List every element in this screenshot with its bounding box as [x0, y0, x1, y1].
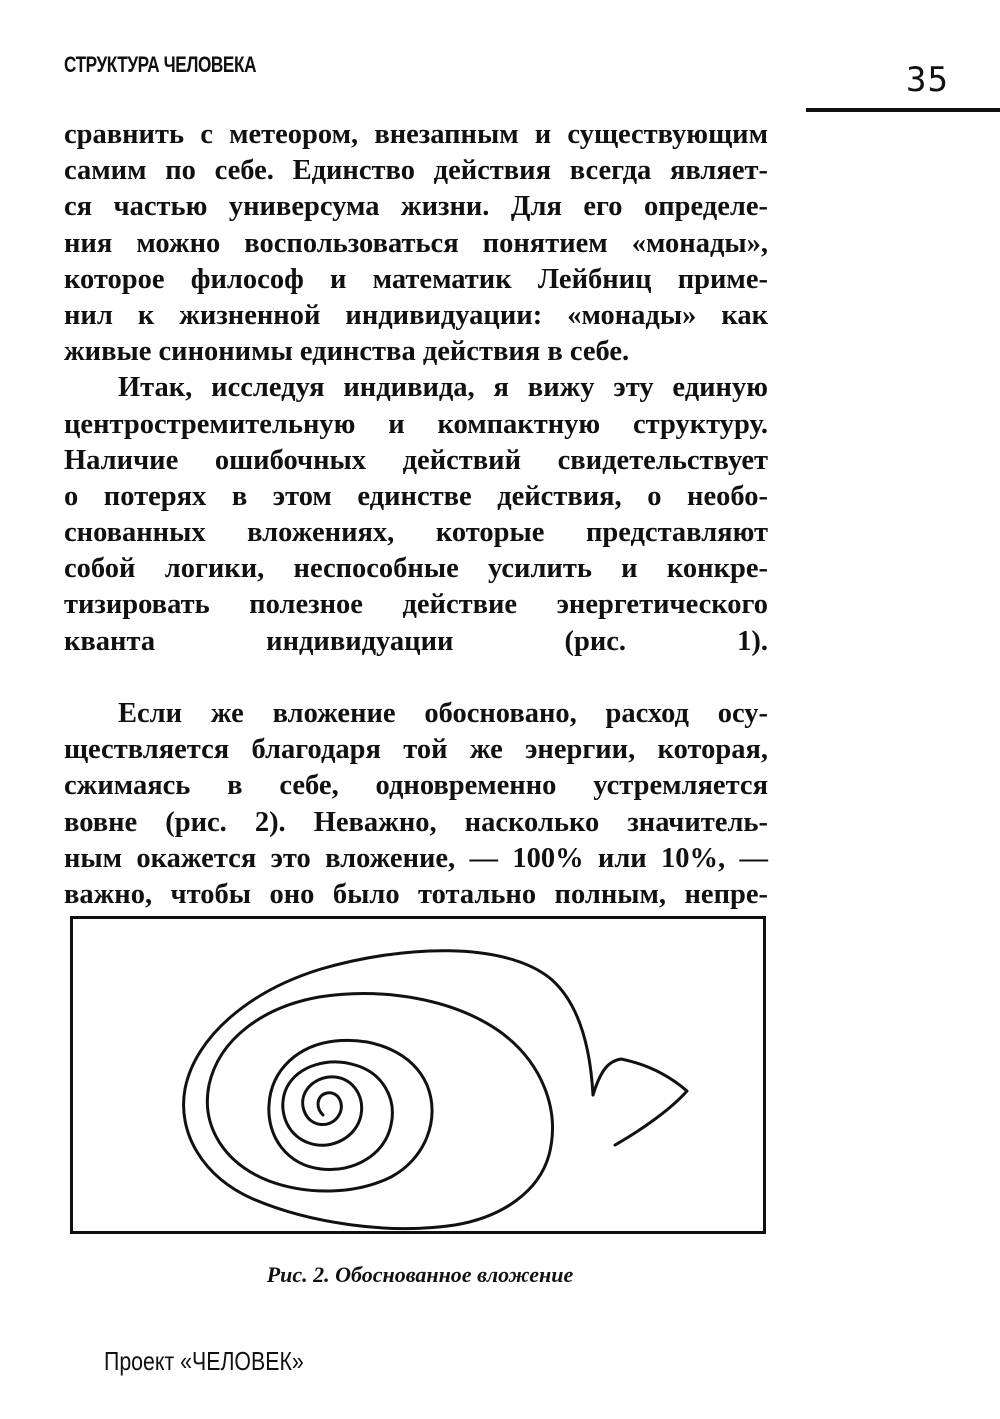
text-line: ния можно воспользоваться понятием «монады», — [64, 227, 768, 259]
arrow-head — [593, 1059, 687, 1145]
text-line: важно, чтобы оно было тотально полным, непре- — [64, 878, 768, 910]
spiral-line — [184, 951, 593, 1229]
text-line: вовне (рис. 2). Неважно, насколько значитель- — [64, 806, 768, 838]
paragraph-2 — [64, 370, 768, 696]
text-line: собой логики, неспособные усилить и конкре- — [64, 553, 768, 585]
figure-frame — [70, 916, 766, 1234]
text-line: о потерях в этом единстве действия, о необо- — [64, 480, 768, 512]
text-line: нил к жизненной индивидуации: «монады» как — [64, 299, 768, 331]
text-line: ществляется благодаря той же энергии, которая, — [64, 734, 768, 766]
footer-project: Проект «ЧЕЛОВЕК» — [104, 1346, 304, 1376]
text-line: Если же вложение обосновано, расход осу- — [118, 698, 768, 729]
text-line: центростремительную и компактную структуру. — [64, 408, 768, 440]
text-column — [64, 117, 768, 913]
paragraph-1 — [64, 117, 768, 370]
running-title: СТРУКТУРА ЧЕЛОВЕКА — [64, 52, 257, 77]
text-line: Итак, исследуя индивида, я вижу эту единую — [118, 372, 768, 404]
text-line: тизировать полезное действие энергетического — [64, 589, 768, 621]
text-line: Наличие ошибочных действий свидетельствует — [64, 444, 768, 476]
paragraph-3 — [64, 696, 768, 913]
text-line: самим по себе. Единство действия всегда являет- — [64, 155, 768, 187]
spiral-arrow-icon — [73, 919, 763, 1231]
text-line: живые синонимы единства действия в себе. — [64, 336, 630, 368]
page-number: 35 — [906, 60, 949, 100]
text-line: сжимаясь в себе, одновременно устремляется — [64, 770, 768, 802]
text-line — [64, 660, 768, 696]
header-rule — [806, 108, 1000, 112]
figure-caption: Рис. 2. Обоснованное вложение — [266, 1262, 574, 1287]
text-line: сравнить с метеором, внезапным и существующим — [64, 119, 768, 150]
text-line: снованных вложениях, которые представляют — [64, 517, 768, 549]
text-line: ся частью универсума жизни. Для его определе- — [64, 191, 768, 223]
text-line: ным окажется это вложение, — 100% или 10%, — — [64, 842, 768, 874]
text-line: которое философ и математик Лейбниц приме- — [64, 263, 768, 295]
text-line: кванта индивидуации (рис. 1). — [64, 625, 768, 657]
